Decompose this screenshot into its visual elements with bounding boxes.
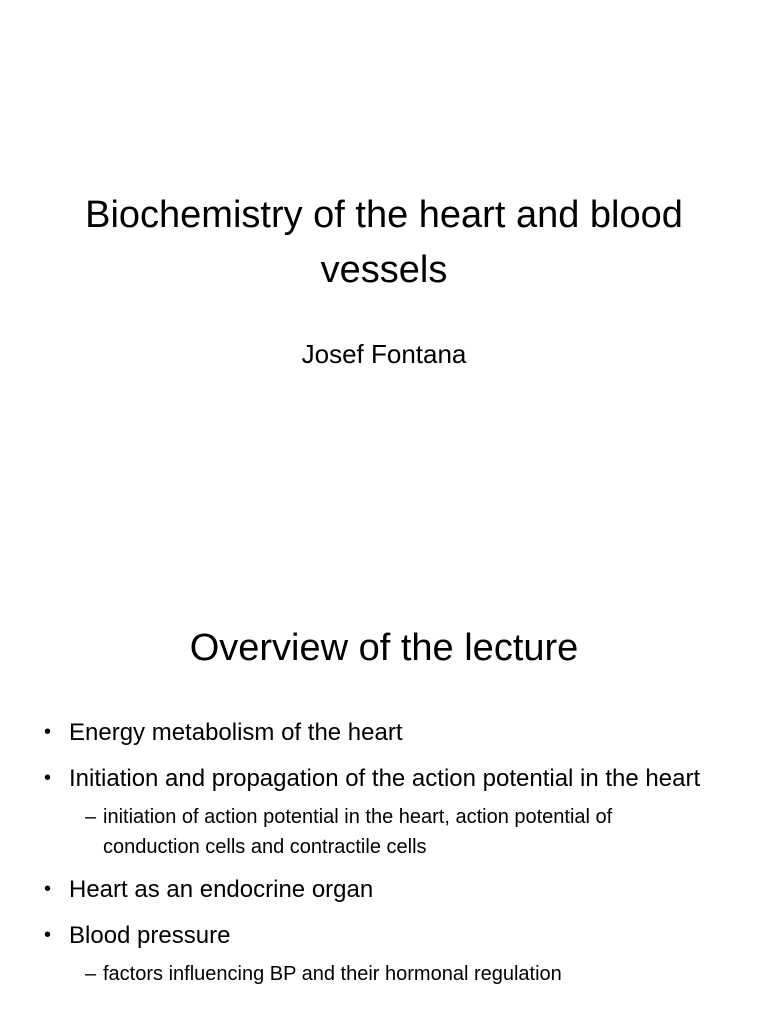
bullet-text: Initiation and propagation of the action potential in the heart [69,765,701,792]
sub-bullet-text: factors influencing BP and their hormonal regulation [103,963,562,985]
bullet-text: Blood pressure [69,922,231,949]
sub-bullet-list [69,959,710,989]
slide-title: Overview of the lecture [189,627,579,669]
bullet-item [40,871,710,908]
author-name: Josef Fontana [301,339,467,369]
sub-bullet-list [69,802,710,862]
presentation-title: Biochemistry of the heart and blood vessels [85,194,683,291]
overview-slide [0,576,768,1024]
bullet-text: Heart as an endocrine organ [69,876,374,903]
bullet-text: Energy metabolism of the heart [69,719,403,746]
bullet-item [40,760,710,862]
bullet-item [40,917,710,989]
sub-bullet-item [69,802,710,862]
sub-bullet-item [69,959,710,989]
bullet-list [40,714,710,998]
sub-bullet-text: initiation of action potential in the heart, action potential of conduction cells and contractile cells [103,806,613,858]
bullet-item [40,714,710,751]
